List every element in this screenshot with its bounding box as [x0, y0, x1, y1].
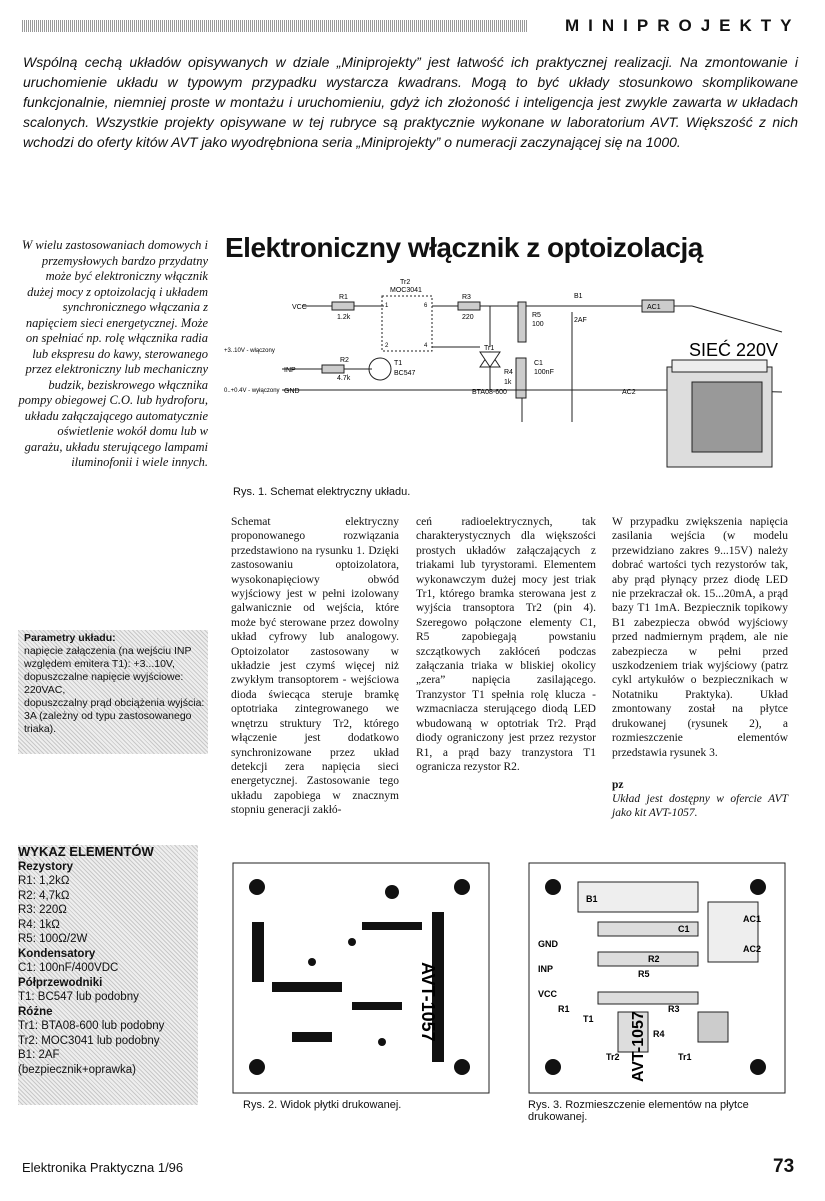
parts-item: R1: 1,2kΩ	[18, 875, 70, 887]
schem-label: MOC3041	[390, 287, 422, 294]
params-item: dopuszczalny prąd obciążenia wyjścia: 3A (zależny od typu zastosowanego triaka).	[24, 697, 205, 735]
schem-label: 4	[424, 343, 428, 349]
header-pattern	[22, 20, 528, 32]
layout-label: VCC	[538, 989, 558, 999]
parts-item: Tr2: MOC3041 lub podobny	[18, 1034, 160, 1047]
params-box	[18, 630, 208, 754]
schem-label: 2AF	[574, 317, 587, 324]
parts-item: Tr1: BTA08-600 lub podobny	[18, 1020, 165, 1032]
schem-label: T1	[394, 360, 403, 367]
parts-item: R5: 100Ω/2W	[18, 933, 88, 945]
parts-item: (bezpiecznik+oprawka)	[18, 1063, 136, 1076]
layout-label: Tr1	[678, 1052, 692, 1062]
parts-group-header: Półprzewodniki	[18, 976, 103, 989]
pcb-label: AVT-1057	[418, 962, 438, 1042]
layout-label: C1	[678, 924, 690, 934]
parts-group-header: Kondensatory	[18, 947, 96, 960]
footer-magazine: Elektronika Praktyczna 1/96	[22, 1160, 184, 1175]
parts-item: R3: 220Ω	[18, 904, 67, 916]
parts-title: WYKAZ ELEMENTÓW	[18, 844, 154, 859]
parts-item: R2: 4,7kΩ	[18, 889, 70, 902]
schem-label: INP	[284, 367, 296, 374]
schem-label: R5	[532, 312, 541, 319]
schem-label: Tr1	[484, 345, 495, 352]
body-column-3: W przypadku zwiększenia napięcia zasilania wejścia (w modelu przewidziano zakres 9...15V) należy dobrać wartości tych rezystorów tak, aby prąd płynący przez diodę LED nie przekraczał ok. 15...20mA, a prąd bazy T1 1mA. Bezpiecznik topikowy B1 zabezpiecza obwód wyjściowy przed nadmiernym prądem, ale nie zabezpiecza w pełni przed uszkodzeniem triak wyjściowy (patrz cykl artykułów o bezpiecznikach w Notatniku Praktyka). Układ zmontowany został na płytce drukowanej (rysunek 2), a rozmieszczenie elementów przedstawia rysunek 3.	[612, 516, 788, 759]
schem-label: 6	[424, 303, 428, 309]
coffee-maker-illustration	[667, 360, 772, 467]
parts-list	[18, 845, 198, 1105]
params-item: dopuszczalne napięcie wyjściowe: 220VAC,	[24, 671, 184, 696]
parts-group-header: Rezystory	[18, 860, 73, 873]
sidebar-lead: W wielu zastosowaniach domowych i przemysłowych bardzo przydatny może być elektroniczny włącznik dużej mocy z optoizolacją i układem synchronicznego włączania z napięciem sieci energetycznej. Może on spełniać np. rolę włącznika radia lub ekspresu do kawy, sterowanego przez elektroniczny lub mechaniczny budzik, beziskrowego włącznika pompy obiegowej C.O. lub hydroforu, układu załączającego automatycznie oświetlenie wokół domu lub w garażu, układu sterującego lampami iluminofonii i wiele innych.	[18, 238, 208, 469]
layout-label: R1	[558, 1004, 570, 1014]
schem-label: R2	[340, 357, 349, 364]
layout-label: T1	[583, 1014, 594, 1024]
schem-label: R4	[504, 369, 513, 376]
layout-label: R3	[668, 1004, 680, 1014]
body-column-2: ceń radioelektrycznych, tak charakterystycznych dla większości prostych układów załączających z triakami lub tyrystorami. Elementem wykonawczym dużej mocy jest triak Tr1, którego bramka sterowana jest z wyjścia transoptora Tr2 (pin 4). Szeregowo połączone elementy C1, R5 zapobiegają powstaniu szczątkowych zakłóceń podczas załączania triaka w bliskiej okolicy „zera” napięcia zasilającego. Tranzystor T1 spełnia rolę klucza - wzmacniacza sterującego diodą LED wbudowaną w optotriak Tr2. Prąd diody ograniczony jest przez rezystor R1, a prąd bazy tranzystora T1 ogranicza rezystor R2.	[416, 516, 596, 773]
schem-label: 4.7k	[337, 375, 351, 382]
parts-item: B1: 2AF	[18, 1049, 60, 1061]
schem-label: 1	[385, 303, 389, 309]
pcb-figure	[232, 862, 490, 1094]
schem-label: C1	[534, 360, 543, 367]
schem-label: AC1	[647, 304, 661, 311]
parts-item: R4: 1kΩ	[18, 918, 60, 931]
layout-label: AC1	[743, 914, 762, 924]
layout-label: B1	[586, 894, 598, 904]
fig1-caption: Rys. 1. Schemat elektryczny układu.	[233, 486, 411, 498]
params-title: Parametry układu:	[24, 632, 116, 644]
layout-figure	[528, 862, 786, 1094]
schem-label: R3	[462, 294, 471, 301]
schem-label: GND	[284, 388, 300, 395]
schem-label: BC547	[394, 370, 416, 377]
schem-label: B1	[574, 293, 583, 300]
schem-label: 1.2k	[337, 314, 351, 321]
fig3-caption: Rys. 3. Rozmieszczenie elementów na płytce drukowanej.	[528, 1099, 749, 1123]
schem-label: 1k	[504, 379, 512, 386]
mains-label: SIEĆ 220V	[689, 340, 779, 360]
layout-label: INP	[538, 964, 554, 974]
author-signature: pz	[612, 779, 624, 791]
parts-item: T1: BC547 lub podobny	[18, 991, 139, 1003]
layout-label: R5	[638, 969, 650, 979]
body-column-1: Schemat elektryczny proponowanego rozwiązania przedstawiono na rysunku 1. Dzięki zastosowaniu optoizolatora, wysokonapięciowy obwód wyjściowy jest w pełni izolowany galwanicznie od wejścia, które może być sterowane przez dowolny układ cyfrowy lub analogowy. Optoizolator zastosowany w układzie jest czymś więcej niż zwykłym transoptorem - wejściowa dioda świecąca steruje bramkę optotriaka zintegrowanego we wnętrzu struktury Tr2, którego włączenie jest dodatkowo synchronizowane przez układ detekcji zera napięcia sieci energetycznej. Zastosowanie tego układu zapobiega w znacznym stopniu generacji zakłó-	[231, 516, 399, 817]
page-number: 73	[773, 1156, 795, 1177]
schem-label: 100nF	[534, 369, 554, 376]
schem-label: 2	[385, 343, 389, 349]
layout-label: Tr2	[606, 1052, 620, 1062]
schem-label: AC2	[622, 389, 636, 396]
parts-group-header: Różne	[18, 1005, 53, 1018]
schem-label: Tr2	[400, 279, 411, 286]
schem-label: 0..+0.4V - wyłączony	[224, 388, 280, 394]
schem-label: 100	[532, 321, 544, 328]
schem-label: BTA08-600	[472, 389, 507, 396]
kit-note: Układ jest dostępny w ofercie AVT jako kit AVT-1057.	[612, 793, 788, 820]
fig2-caption: Rys. 2. Widok płytki drukowanej.	[243, 1099, 402, 1111]
section-title: MINIPROJEKTY	[565, 16, 801, 35]
article-title: Elektroniczny włącznik z optoizolacją	[225, 232, 703, 263]
schem-label: +3..10V - włączony	[224, 348, 275, 354]
params-item: napięcie załączenia (na wejściu INP względem emitera T1): +3...10V,	[24, 645, 192, 670]
layout-label: R4	[653, 1029, 665, 1039]
schem-label: R1	[339, 294, 348, 301]
layout-label: GND	[538, 939, 558, 949]
schematic-figure	[222, 272, 822, 482]
intro-paragraph: Wspólną cechą układów opisywanych w dziale „Miniprojekty” jest łatwość ich praktycznej realizacji. Na zmontowanie i uruchomienie układu w typowym przypadku wystarcza kwadrans. Mogą to być układy stosunkowo skomplikowane funkcjonalnie, niemniej proste w montażu i uruchomieniu, gdyż ich złożoność i inteligencja jest zwykle zawarta w układach scalonych. Wszystkie projekty opisywane w tej rubryce są praktycznie wykonane w laboratorium AVT. Większość z nich wchodzi do oferty kitów AVT jako wyodrębniona seria „Miniprojekty” o numeracji zaczynającej się na 1000.	[23, 54, 798, 150]
layout-label: R2	[648, 954, 660, 964]
layout-label: AC2	[743, 944, 762, 954]
parts-item: C1: 100nF/400VDC	[18, 962, 119, 974]
layout-board-label: AVT-1057	[630, 1011, 647, 1082]
schem-label: VCC	[292, 304, 307, 311]
schem-label: 220	[462, 314, 474, 321]
